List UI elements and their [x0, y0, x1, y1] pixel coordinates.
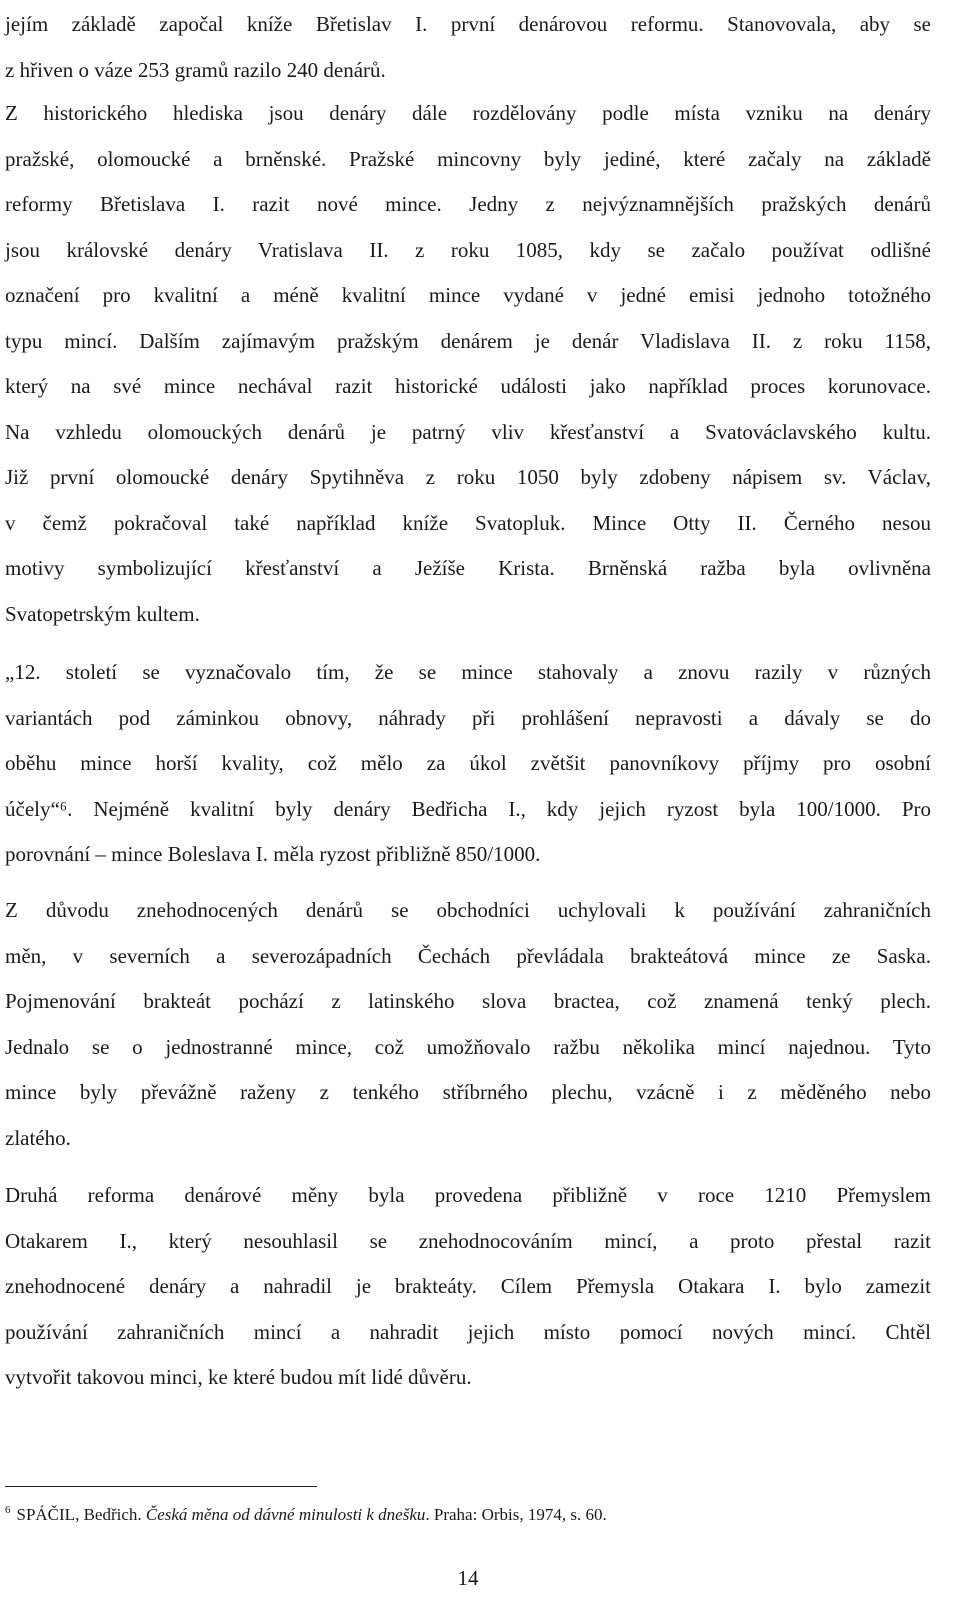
paragraph [5, 2, 931, 93]
footnote-author: SPÁČIL, Bedřich. [16, 1505, 142, 1524]
text-line: Druhá reforma denárové měny byla provedena přibližně v roce 1210 Přemyslem [5, 1183, 931, 1207]
text-line: porovnání – mince Boleslava I. měla ryzost přibližně 850/1000. [5, 842, 541, 866]
paragraph [5, 650, 931, 878]
text-line: z hřiven o váze 253 gramů razilo 240 denárů. [5, 57, 386, 82]
text-line: účely“⁶. Nejméně kvalitní byly denáry Bedřicha I., kdy jejich ryzost byla 100/1000. Pro [5, 796, 931, 821]
text-line: Z historického hlediska jsou denáry dále rozdělovány podle místa vzniku na denáry [5, 101, 931, 125]
text-line: jejím základě započal kníže Břetislav I. první denárovou reformu. Stanovovala, aby se [5, 12, 931, 36]
text-line: Na vzhledu olomouckých denárů je patrný vliv křesťanství a Svatováclavského kultu. [5, 419, 931, 444]
text-line: Z důvodu znehodnocených denárů se obchodníci uchylovali k používání zahraničních [5, 898, 931, 922]
footnote-title: Česká měna od dávné minulosti k dnešku [145, 1505, 426, 1524]
text-line: pražské, olomoucké a brněnské. Pražské mincovny byly jediné, které začaly na základě [5, 146, 931, 171]
paragraph [5, 888, 931, 1161]
page-number: 14 [457, 1566, 479, 1590]
text-line: variantách pod záminkou obnovy, náhrady při prohlášení nepravosti a dávaly se do [5, 705, 931, 730]
text-line: znehodnocené denáry a nahradil je brakteáty. Cílem Přemysla Otakara I. bylo zamezit [5, 1274, 931, 1298]
text-line: oběhu mince horší kvality, což mělo za úkol zvětšit panovníkovy příjmy pro osobní [5, 751, 931, 775]
text-line: označení pro kvalitní a méně kvalitní mince vydané v jedné emisi jednoho totožného [5, 283, 931, 307]
paragraph [5, 1173, 931, 1401]
text-line: vytvořit takovou minci, ke které budou mít lidé důvěru. [5, 1365, 472, 1389]
text-line: motivy symbolizující křesťanství a Ježíše Krista. Brněnská ražba byla ovlivněna [5, 556, 931, 580]
text-line: mince byly převážně raženy z tenkého stříbrného plechu, vzácně i z měděného nebo [5, 1080, 931, 1104]
text-line: Otakarem I., který nesouhlasil se znehodnocováním mincí, a proto přestal razit [5, 1228, 931, 1253]
text-line: který na své mince nechával razit historické události jako například proces korunovace. [5, 374, 931, 398]
text-line: v čemž pokračoval také například kníže Svatopluk. Mince Otty II. Černého nesou [5, 510, 931, 535]
footnote-number: 6 [5, 1504, 11, 1516]
text-line: reformy Břetislava I. razit nové mince. Jedny z nejvýznamnějších pražských denárů [5, 192, 931, 216]
text-line: typu mincí. Dalším zajímavým pražským denárem je denár Vladislava II. z roku 1158, [5, 328, 931, 353]
text-line: zlatého. [5, 1125, 71, 1150]
footnote-separator [5, 1486, 317, 1487]
text-line: Svatopetrským kultem. [5, 601, 200, 626]
text-line: Již první olomoucké denáry Spytihněva z roku 1050 byly zdobeny nápisem sv. Václav, [5, 465, 931, 489]
text-line: Pojmenování brakteát pochází z latinského slova bractea, což znamená tenký plech. [5, 989, 931, 1013]
text-line: používání zahraničních mincí a nahradit jejich místo pomocí nových mincí. Chtěl [5, 1319, 931, 1344]
text-line: jsou královské denáry Vratislava II. z roku 1085, kdy se začalo používat odlišné [5, 237, 931, 262]
text-line: Jednalo se o jednostranné mince, což umožňovalo ražbu několika mincí najednou. Tyto [5, 1034, 931, 1059]
footnote [5, 1498, 607, 1527]
text-line: měn, v severních a severozápadních Čechách převládala brakteátová mince ze Saska. [5, 943, 931, 968]
paragraph [5, 91, 931, 637]
text-line: „12. století se vyznačovalo tím, že se mince stahovaly a znovu razily v různých [5, 660, 931, 684]
footnote-publication: . Praha: Orbis, 1974, s. 60. [425, 1505, 607, 1524]
